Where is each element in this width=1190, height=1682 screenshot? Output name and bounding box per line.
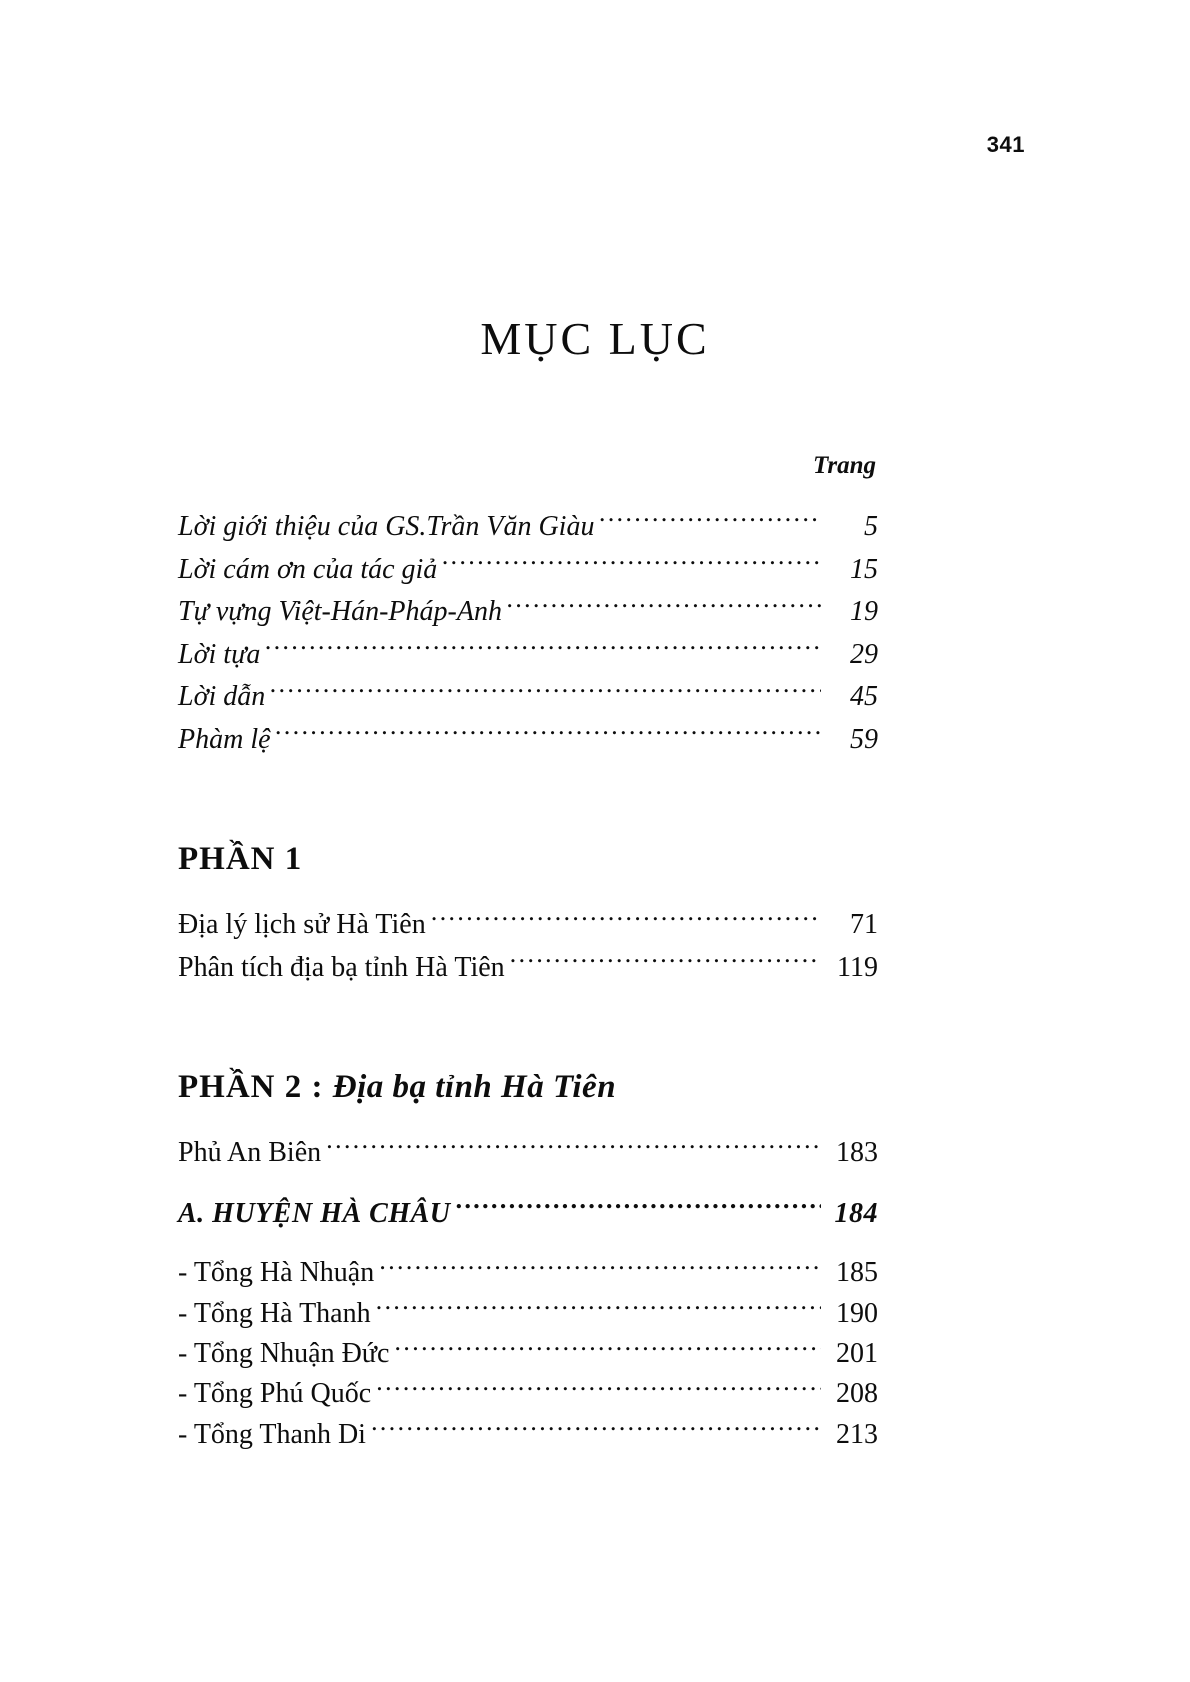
toc-entry[interactable] bbox=[178, 1294, 878, 1334]
toc-section-label: A. HUYỆN HÀ CHÂU bbox=[178, 1197, 451, 1229]
part-2-heading-subtitle: Địa bạ tỉnh Hà Tiên bbox=[332, 1069, 617, 1106]
toc-entry-page: 201 bbox=[836, 1338, 878, 1370]
toc-entry[interactable] bbox=[178, 719, 878, 762]
toc-entry-page: 29 bbox=[850, 638, 878, 670]
toc-entry-page: 59 bbox=[850, 723, 878, 755]
toc-entry-page: 183 bbox=[836, 1137, 878, 1169]
toc-entry-label: Phủ An Biên bbox=[178, 1137, 322, 1169]
column-header-trang: Trang bbox=[813, 452, 876, 479]
toc-leader-dots bbox=[276, 720, 821, 748]
toc-entry-label: Địa lý lịch sử Hà Tiên bbox=[178, 909, 426, 941]
toc-entry-label: Phân tích địa bạ tỉnh Hà Tiên bbox=[178, 951, 505, 983]
toc-leader-dots bbox=[326, 1133, 821, 1161]
toc-entry-page: 208 bbox=[836, 1378, 878, 1410]
part-1-heading: PHẦN 1 bbox=[178, 841, 303, 878]
part-2-heading-main: PHẦN 2 : bbox=[178, 1069, 333, 1106]
spacer bbox=[178, 1175, 878, 1193]
toc-entry[interactable] bbox=[178, 549, 878, 592]
toc-entry-label: - Tổng Thanh Di bbox=[178, 1418, 366, 1450]
page-number: 341 bbox=[986, 132, 1025, 157]
toc-entry[interactable] bbox=[178, 1415, 878, 1455]
toc-entry[interactable] bbox=[178, 506, 878, 549]
toc-leader-dots bbox=[265, 635, 821, 663]
toc-entry[interactable] bbox=[178, 1132, 878, 1175]
toc-entry-label: Tự vựng Việt-Hán-Pháp-Anh bbox=[178, 596, 502, 628]
toc-entry[interactable] bbox=[178, 634, 878, 677]
toc-leader-dots bbox=[376, 1374, 821, 1402]
part-2-heading bbox=[178, 1069, 878, 1106]
toc-entry[interactable] bbox=[178, 676, 878, 719]
page-title: MỤC LỤC bbox=[480, 313, 710, 364]
toc-leader-dots bbox=[371, 1415, 821, 1443]
toc-entry-label: Lời dẫn bbox=[178, 681, 266, 713]
toc-entry-label: Phàm lệ bbox=[178, 723, 271, 755]
toc-entry-page: 15 bbox=[850, 553, 878, 585]
toc-leader-dots bbox=[455, 1194, 821, 1222]
toc-entry[interactable] bbox=[178, 591, 878, 634]
toc-entry-label: Lời cám ơn của tác giả bbox=[178, 553, 438, 585]
toc-entry-label: - Tổng Nhuận Đức bbox=[178, 1338, 390, 1370]
toc-group-part-1 bbox=[178, 904, 878, 989]
table-of-contents bbox=[178, 452, 878, 1455]
toc-entry[interactable] bbox=[178, 1334, 878, 1374]
spacer bbox=[178, 1235, 878, 1253]
toc-leader-dots bbox=[379, 1253, 821, 1281]
toc-leader-dots bbox=[270, 677, 821, 705]
toc-leader-dots bbox=[599, 507, 821, 535]
toc-leader-dots bbox=[376, 1294, 821, 1322]
toc-entry[interactable] bbox=[178, 904, 878, 947]
toc-entry[interactable] bbox=[178, 1253, 878, 1293]
toc-entry[interactable] bbox=[178, 1374, 878, 1414]
toc-entry-page: 119 bbox=[837, 951, 878, 983]
toc-entry-page: 71 bbox=[850, 909, 878, 941]
toc-entry-page: 19 bbox=[850, 596, 878, 628]
toc-leader-dots bbox=[510, 948, 821, 976]
toc-entry-label: - Tổng Phú Quốc bbox=[178, 1378, 372, 1410]
toc-leader-dots bbox=[394, 1334, 821, 1362]
toc-entry-page: 185 bbox=[836, 1257, 878, 1289]
toc-group-part-2 bbox=[178, 1132, 878, 1455]
toc-entry-page: 190 bbox=[836, 1297, 878, 1329]
toc-group-front-matter bbox=[178, 506, 878, 761]
toc-leader-dots bbox=[431, 905, 821, 933]
toc-entry-page: 5 bbox=[864, 511, 878, 542]
toc-entry-label: Lời giới thiệu của GS.Trần Văn Giàu bbox=[178, 511, 595, 542]
toc-leader-dots bbox=[507, 592, 821, 620]
toc-section-huyen-ha-chau[interactable] bbox=[178, 1193, 878, 1236]
toc-entry-label: Lời tựa bbox=[178, 638, 261, 670]
toc-section-page: 184 bbox=[834, 1197, 878, 1229]
toc-leader-dots bbox=[442, 550, 821, 578]
toc-entry-label: - Tổng Hà Nhuận bbox=[178, 1257, 375, 1289]
toc-entry[interactable] bbox=[178, 947, 878, 990]
toc-entry-page: 213 bbox=[836, 1418, 878, 1450]
toc-entry-label: - Tổng Hà Thanh bbox=[178, 1297, 371, 1329]
toc-entry-page: 45 bbox=[850, 681, 878, 713]
